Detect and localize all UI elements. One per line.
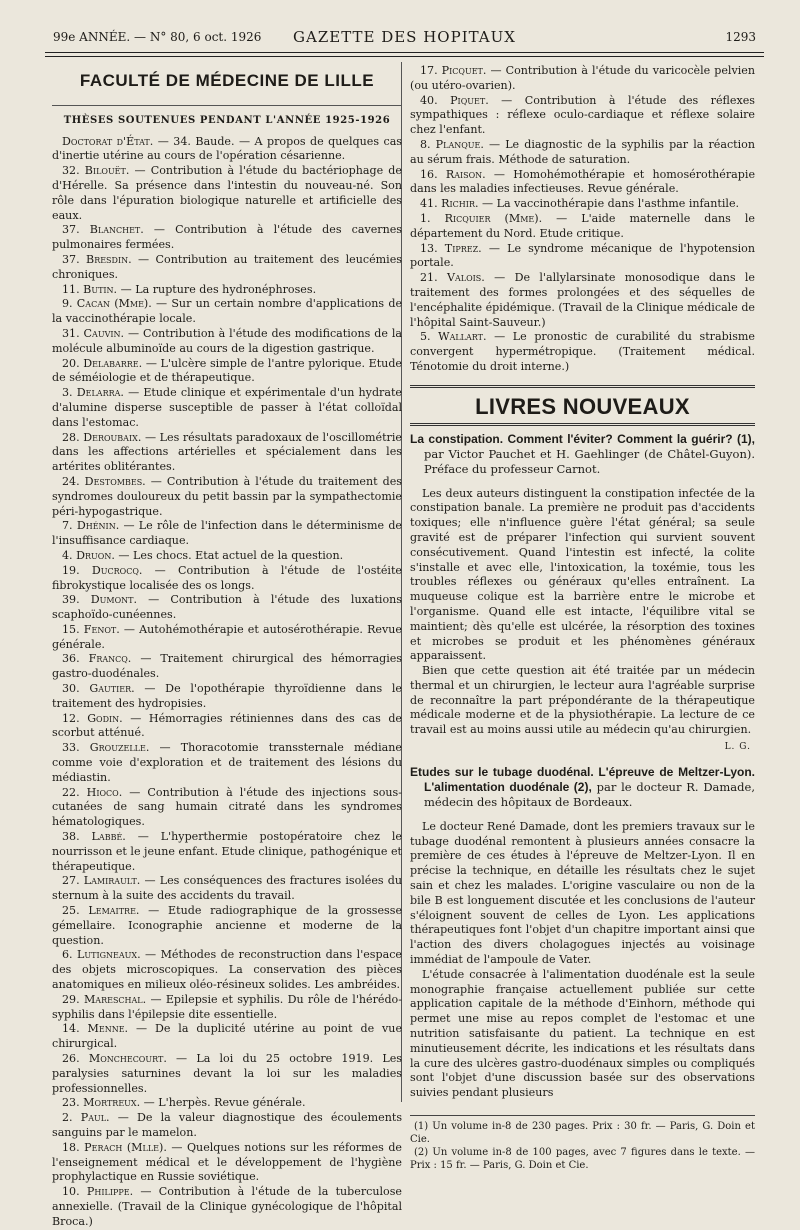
thesis-author: 25. Lemaitre. <box>62 904 140 918</box>
theses-list <box>52 135 402 1230</box>
thesis-entry <box>52 1096 402 1111</box>
thesis-entry <box>52 519 402 549</box>
page-header <box>45 24 764 54</box>
book-reviews <box>410 432 755 1101</box>
thesis-author: 26. Monchecourt. <box>62 1052 167 1065</box>
thesis-entry <box>52 135 402 165</box>
footnote: (1) Un volume in-8 de 230 pages. Prix : 30 fr. — Paris, G. Doin et Cie. <box>410 1121 755 1146</box>
book-authors: par le docteur R. Damade, médecin des hôpitaux de Bordeaux. <box>424 779 755 809</box>
section-divider-2 <box>410 423 755 426</box>
thesis-author: 10. Philippe. <box>62 1185 134 1199</box>
thesis-title: — L'hyperthermie postopératoire chez le nourrisson et le jeune enfant. Etude clinique, pathogénique et thérapeutique. <box>52 830 403 873</box>
theses-subtitle: THÈSES SOUTENUES PENDANT L'ANNÉE 1925-1926 <box>52 105 402 129</box>
thesis-entry <box>52 1185 402 1229</box>
book-title <box>410 765 755 810</box>
thesis-entry <box>52 593 402 623</box>
review-paragraph: Bien que cette question ait été traitée par un médecin thermal et un chirurgien, le lecteur aura l'agréable surprise de reconnaître la part prépondérante de la thérapeutique médicale moderne et de la physiothérapie. La lecture de ce travail est au moins aussi utile au médecin qu'au chirurgien. <box>410 664 755 737</box>
thesis-entry <box>52 1052 402 1096</box>
thesis-title: — Traitement chirurgical des hémorragies gastro-duodénales. <box>52 652 403 681</box>
thesis-entry <box>52 712 402 742</box>
thesis-entry <box>52 948 402 992</box>
left-column <box>52 64 402 1230</box>
thesis-title: — Contribution à l'étude de la tuberculose annexielle. (Travail de la Clinique gynécologique de l'hôpital Broca.) <box>52 1185 402 1228</box>
thesis-entry <box>52 386 402 430</box>
thesis-entry <box>52 993 402 1023</box>
thesis-entry <box>52 164 402 223</box>
thesis-entry <box>52 904 402 948</box>
thesis-entry <box>410 212 755 242</box>
footnote-rule <box>410 1115 755 1116</box>
section-divider <box>410 385 755 388</box>
thesis-title: — 34. Baude. — A propos de quelques cas d'inertie utérine au cours de l'opération césarienne. <box>52 134 402 163</box>
thesis-author: 11. Butin. <box>62 282 118 296</box>
thesis-title: — Le pronostic de curabilité du strabisme convergent hypermétropique. (Traitement médical. Ténotomie du droit interne.) <box>410 330 755 373</box>
thesis-entry <box>410 168 755 198</box>
book-authors: par Victor Pauchet et H. Gaehlinger (de Châtel-Guyon). Préface du professeur Carnot. <box>424 446 755 476</box>
thesis-entry <box>52 786 402 830</box>
thesis-title: — Contribution à l'étude des modifications de la molécule albuminoïde au cours de la digestion gastrique. <box>52 326 402 355</box>
books-title: LIVRES NOUVEAUX <box>475 393 690 419</box>
thesis-entry <box>52 874 402 904</box>
thesis-author: 37. Blanchet. <box>62 223 144 237</box>
thesis-entry <box>52 652 402 682</box>
thesis-title: — Les résultats paradoxaux de l'oscillométrie dans les affections artérielles et spécialement dans les artérites oblitérantes. <box>52 430 402 474</box>
thesis-title: — L'ulcère simple de l'antre pylorique. Etude de séméiologie et de thérapeutique. <box>52 356 402 385</box>
thesis-title: — Contribution à l'étude des luxations scaphoïdo-cunéennes. <box>52 593 402 622</box>
thesis-entry <box>52 283 402 298</box>
book-title-text: La constipation. Comment l'éviter? Comment la guérir? (1), <box>410 431 755 446</box>
thesis-title: — Les conséquences des fractures isolées du sternum à la suite des accidents du travail. <box>52 874 402 903</box>
thesis-entry <box>52 297 402 327</box>
thesis-title: — Contribution à l'étude des cavernes pulmonaires fermées. <box>52 223 402 252</box>
thesis-title: — De l'allylarsinate monosodique dans le traitement des formes prolongées et des séquelles de l'encéphalite épidémique. (Travail de la Clinique médicale de l'hôpital Saint-Sauveur.) <box>410 271 755 329</box>
thesis-entry <box>410 94 755 138</box>
thesis-entry <box>52 741 402 785</box>
thesis-entry <box>52 623 402 653</box>
thesis-title: — Le rôle de l'infection dans le déterminisme de l'insuffisance cardiaque. <box>52 519 402 548</box>
thesis-title: — Thoracotomie transsternale médiane comme voie d'exploration et de traitement des lésions du médiastin. <box>52 741 403 784</box>
thesis-title: — Hémorragies rétiniennes dans des cas de scorbut atténué. <box>52 711 402 740</box>
thesis-title: — La vaccinothérapie dans l'asthme infantile. <box>478 197 740 211</box>
thesis-title: — De la duplicité utérine au point de vue chirurgical. <box>52 1022 403 1051</box>
thesis-author: 22. Hioco. <box>62 785 123 799</box>
thesis-author: 5. Wallart. <box>420 330 487 344</box>
thesis-author: 20. Delabarre. <box>62 356 143 370</box>
thesis-author: 33. Grouzelle. <box>62 741 150 755</box>
review-paragraph: L'étude consacrée à l'alimentation duodénale est la seule monographie française actuellement publiée sur cette application capitale de la méthode d'Einhorn, méthode qui permet une mise au repos complet de l'estomac et une nutrition satisfaisante du patient. La technique en est minutieusement décrite, les indications et les résultats dans la cure des ulcères gastro-duodénaux simples ou compliqués sont l'objet d'une discussion basée sur des observations suivies pendant plusieurs <box>410 967 755 1100</box>
thesis-author: 30. Gautier. <box>62 682 135 696</box>
thesis-title: — Quelques notions sur les réformes de l'enseignement médical et le développement de l'hygiène prophylactique en Russie soviétique. <box>52 1140 402 1184</box>
thesis-author: 32. Bilouët. <box>62 164 130 178</box>
thesis-author: 2. Paul. <box>62 1111 110 1125</box>
footnote: (2) Un volume in-8 de 100 pages, avec 7 figures dans le texte. — Prix : 15 fr. — Paris, G. Doin et Cie. <box>410 1147 755 1172</box>
thesis-title: — L'herpès. Revue générale. <box>140 1096 306 1110</box>
thesis-author: 31. Cauvin. <box>62 326 125 340</box>
thesis-title: — Contribution à l'étude du traitement des syndromes douloureux du petit bassin par la sympathectomie péri-hypogastrique. <box>52 474 402 518</box>
thesis-title: — L'aide maternelle dans le département du Nord. Etude critique. <box>410 211 755 240</box>
thesis-author: 16. Raison. <box>420 167 486 181</box>
thesis-author: 27. Lamirault. <box>62 874 141 888</box>
thesis-author: 41. Richir. <box>420 197 479 211</box>
thesis-entry <box>52 475 402 519</box>
thesis-entry <box>410 138 755 168</box>
thesis-entry <box>52 223 402 253</box>
thesis-author: 15. Fenot. <box>62 622 120 636</box>
thesis-title: — Epilepsie et syphilis. Du rôle de l'hérédo-syphilis dans l'épilepsie dite essentielle. <box>52 992 402 1021</box>
thesis-title: — Etude radiographique de la grossesse gémellaire. Iconographie ancienne et moderne de la question. <box>52 904 403 947</box>
review-paragraph: Le docteur René Damade, dont les premiers travaux sur le tubage duodénal remontent à plusieurs années consacre la première de ces études à l'épreuve de Meltzer-Lyon. Il en précise la technique, en détaille les résultats chez le sujet sain et chez les malades. L'origine vasculaire ou non de la bile B est longuement discutée et les conclusions de l'auteur s'éloignent souvent de celles de Lyon. Les applications thérapeutiques font l'objet d'un chapitre important ainsi que l'action des divers cholagogues injectés au voisinage immédiat de l'ampoule de Vater. <box>410 819 755 967</box>
thesis-entry <box>52 549 402 564</box>
footnotes <box>410 1120 755 1172</box>
thesis-author: 28. Deroubaix. <box>62 430 142 444</box>
thesis-author: 1. Ricquier (Mme). <box>420 211 543 225</box>
header-rule <box>45 52 764 53</box>
thesis-author: 39. Dumont. <box>62 593 138 607</box>
thesis-author: 6. Lutigneaux. <box>62 948 141 962</box>
thesis-entry <box>52 431 402 475</box>
thesis-entry <box>52 1111 402 1141</box>
thesis-entry <box>52 253 402 283</box>
thesis-title: — Le syndrome mécanique de l'hypotension portale. <box>410 241 755 270</box>
thesis-title: — Contribution à l'étude de l'ostéite fibrokystique localisée des os longs. <box>52 563 402 592</box>
theses-list-continued <box>410 64 755 375</box>
thesis-author: 23. Mortreux. <box>62 1096 141 1110</box>
thesis-title: — Les chocs. Etat actuel de la question. <box>114 548 344 562</box>
thesis-author: 19. Ducrocq. <box>62 563 143 577</box>
thesis-title: — De la valeur diagnostique des écoulements sanguins par le mamelon. <box>52 1111 403 1139</box>
right-column <box>410 64 755 1172</box>
thesis-entry <box>52 1141 402 1185</box>
thesis-entry <box>410 64 755 94</box>
thesis-author: 9. Cacan (Mme). <box>62 297 152 311</box>
thesis-author: 38. Labbé. <box>62 830 126 844</box>
thesis-title: — La loi du 25 octobre 1919. Les paralysies saturnines devant la loi sur les maladies professionnelles. <box>52 1052 402 1095</box>
thesis-title: — Contribution à l'étude du varicocèle pelvien (ou utéro-ovarien). <box>410 64 756 92</box>
review-signature: L. G. <box>724 742 751 753</box>
thesis-author: 37. Bresdin. <box>62 252 132 266</box>
thesis-entry <box>52 357 402 387</box>
thesis-entry <box>52 327 402 357</box>
thesis-author: 24. Destombes. <box>62 474 146 488</box>
book-title <box>410 432 755 477</box>
thesis-title: — Sur un certain nombre d'applications de la vaccinothérapie locale. <box>52 297 403 326</box>
header-rule-2 <box>45 56 764 57</box>
thesis-title: — Contribution à l'étude des réflexes sympathiques : réflexe oculo-cardiaque et réflexe solaire chez l'enfant. <box>410 93 755 137</box>
thesis-author: 4. Druon. <box>62 548 115 562</box>
thesis-title: — Etude clinique et expérimentale d'un hydrate d'alumine disperse susceptible de passer à l'état colloïdal dans l'estomac. <box>52 386 402 429</box>
thesis-title: — Le diagnostic de la syphilis par la réaction au sérum frais. Méthode de saturation. <box>410 137 755 166</box>
thesis-entry <box>52 564 402 594</box>
thesis-author: 3. Delarra. <box>62 386 124 400</box>
thesis-author: 21. Valois. <box>420 271 485 285</box>
thesis-author: 8. Planque. <box>420 137 484 151</box>
thesis-title: — Contribution au traitement des leucémies chroniques. <box>52 252 402 281</box>
faculty-title: FACULTÉ DE MÉDECINE DE LILLE <box>79 71 375 90</box>
thesis-author: 29. Mareschal. <box>62 992 147 1006</box>
thesis-author: 12. Godin. <box>62 711 123 725</box>
thesis-title: — Méthodes de reconstruction dans l'espace des objets microscopiques. La conservation des pièces anatomiques en milieux oléo-résineux solides. Les ambréides. <box>52 948 402 992</box>
thesis-title: — La rupture des hydronéphroses. <box>117 282 317 296</box>
thesis-author: 14. Menne. <box>62 1022 129 1036</box>
thesis-title: — Contribution à l'étude du bactériophage de d'Hérelle. Sa présence dans l'intestin du nouveau-né. Son rôle dans l'épuration biologique naturelle et artificielle des eaux. <box>52 164 402 222</box>
thesis-author: 7. Dhénin. <box>62 519 120 533</box>
thesis-author: Doctorat d'État. <box>62 134 154 148</box>
thesis-title: — Autohémothérapie et autosérothérapie. Revue générale. <box>52 622 402 651</box>
thesis-author: 36. Francq. <box>62 652 132 666</box>
thesis-title: — Contribution à l'étude des injections sous-cutanées de sang humain citraté dans les syndromes hématologiques. <box>52 785 402 829</box>
issue-info: 99e ANNÉE. — N° 80, 6 oct. 1926 <box>53 30 262 44</box>
thesis-entry <box>52 830 402 874</box>
thesis-author: 17. Picquet. <box>420 64 487 77</box>
review-paragraph: Les deux auteurs distinguent la constipation infectée de la constipation banale. La première ne produit pas d'accidents toxiques; elle n'influence guère l'état général; sa seule gravité est de préparer l'infection qui survient souvent consécutivement. Quand l'intestin est infecté, la colite s'installe et avec elle, l'intoxication, la toxémie, tous les troubles réflexes ou généraux qu'elles entraînent. La muqueuse colique est la barrière entre le microbe et l'organisme. Quand elle est intacte, l'équilibre vital se maintient; dès qu'elle est ulcérée, la résorption des toxines et microbes se produit et les phénomènes généraux apparaissent. <box>410 486 755 663</box>
journal-title: GAZETTE DES HOPITAUX <box>293 28 516 46</box>
book-title-text: Etudes sur le tubage duodénal. L'épreuve de Meltzer-Lyon. L'alimentation duodénale (2), <box>410 764 755 794</box>
thesis-entry <box>410 271 755 330</box>
thesis-entry <box>410 197 755 212</box>
thesis-author: 40. Piquet. <box>420 93 489 107</box>
page-number: 1293 <box>725 30 756 44</box>
thesis-author: 13. Tiprez. <box>420 241 482 255</box>
thesis-entry <box>52 1022 402 1052</box>
thesis-author: 18. Perach (Mlle). <box>62 1140 167 1154</box>
thesis-entry <box>52 682 402 712</box>
thesis-entry <box>410 330 755 374</box>
thesis-entry <box>410 242 755 272</box>
thesis-title: — De l'opothérapie thyroïdienne dans le traitement des hydropisies. <box>52 682 402 710</box>
thesis-title: — Homohémothérapie et homosérothérapie dans les maladies infectieuses. Revue générale. <box>410 167 756 196</box>
